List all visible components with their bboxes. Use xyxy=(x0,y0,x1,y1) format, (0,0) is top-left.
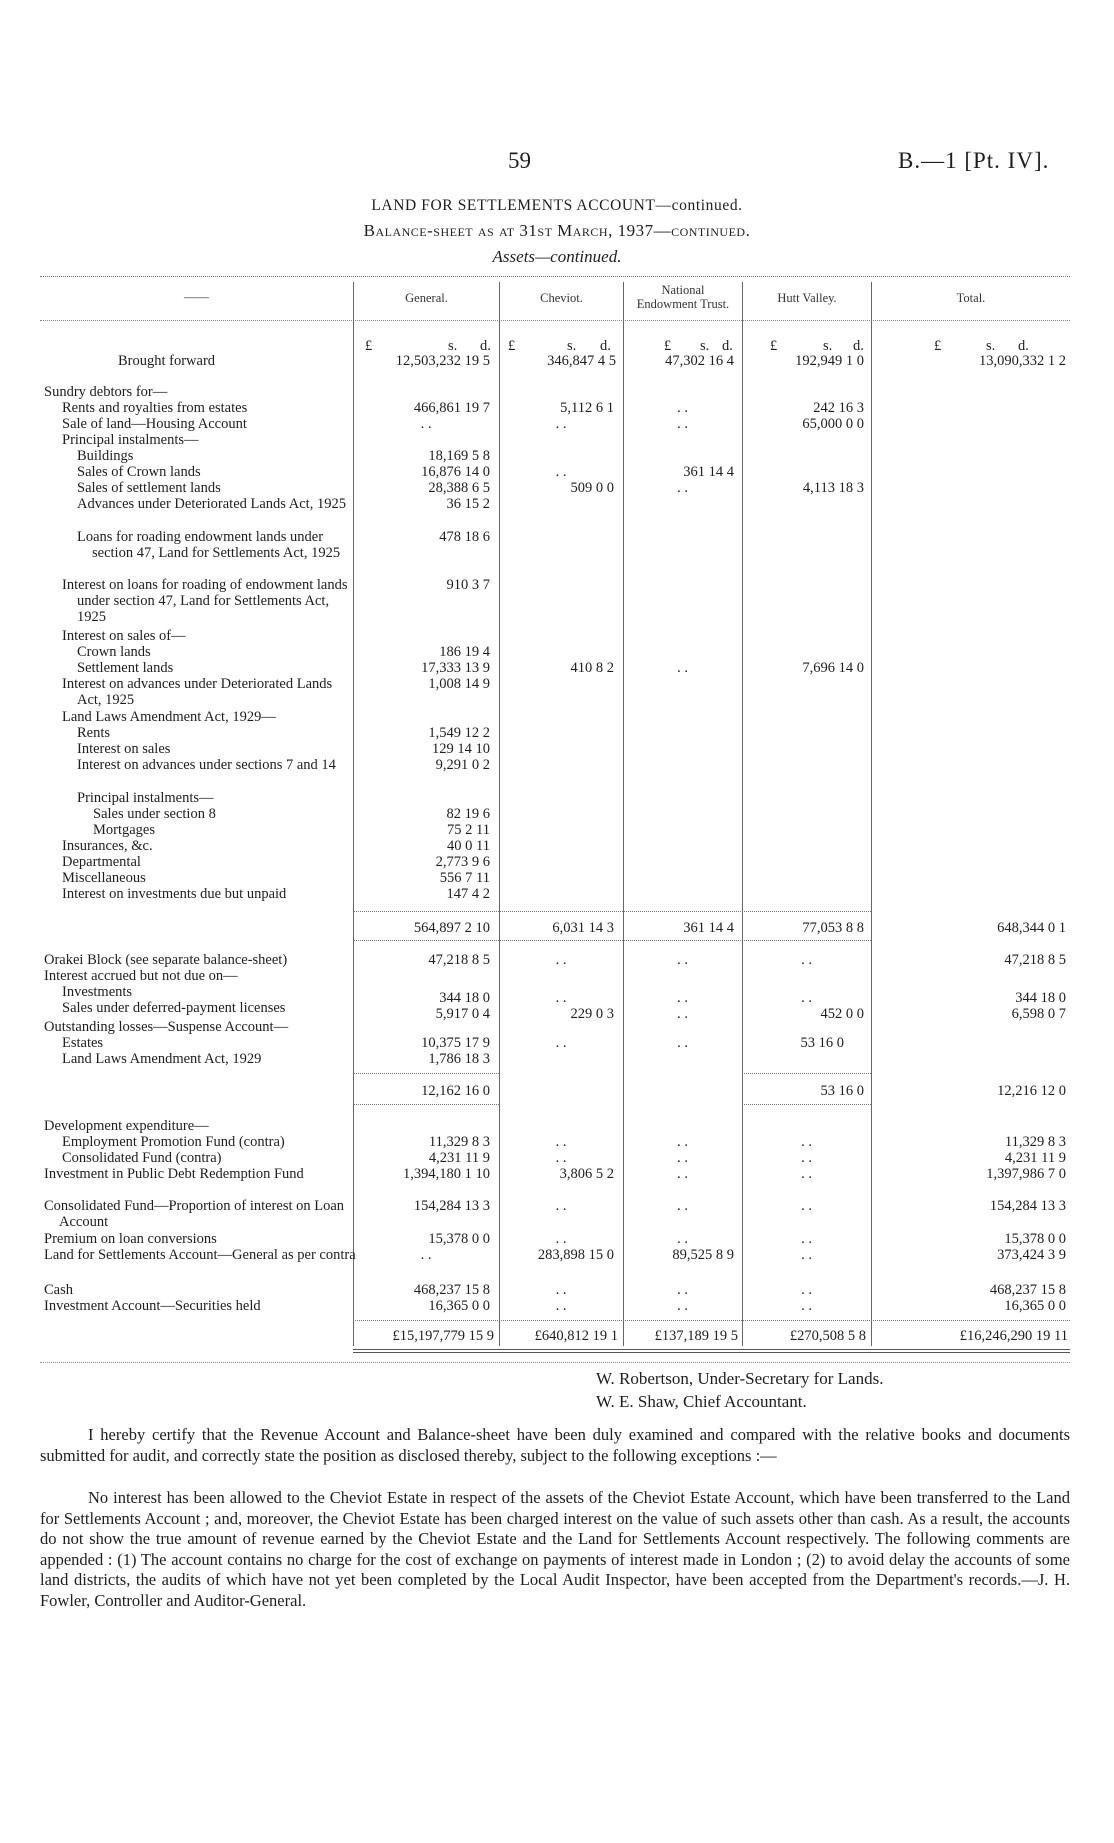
cell-total: 344 18 0 xyxy=(1015,990,1066,1006)
cell-total: 468,237 15 8 xyxy=(989,1282,1066,1298)
cell-general: 17,333 13 9 xyxy=(421,660,490,676)
subtotal-national-endowment: 361 14 4 xyxy=(683,920,734,936)
cell-hutt-valley: . . xyxy=(801,1282,812,1298)
cell-national-endowment: . . xyxy=(677,1134,688,1150)
cell-cheviot: . . xyxy=(555,990,567,1006)
header-bottom-rule xyxy=(40,320,1070,321)
row-label-development-expenditure: Development expenditure— xyxy=(44,1118,209,1134)
cell-cheviot: . . xyxy=(555,1134,567,1150)
cell-cheviot: . . xyxy=(555,464,567,480)
cell-national-endowment: . . xyxy=(677,660,688,676)
row-label-consolidated-contra: Consolidated Fund (contra) xyxy=(62,1150,222,1166)
table-bottom-rule xyxy=(40,1362,1070,1363)
cell-general: 910 3 7 xyxy=(446,577,490,593)
row-label-orakei-block: Orakei Block (see separate balance-sheet) xyxy=(44,952,288,968)
pence-heading: d. xyxy=(600,338,611,354)
cell-general: 344 18 0 xyxy=(439,990,490,1006)
row-label-brought-forward: Brought forward xyxy=(118,353,216,369)
pound-heading: £ xyxy=(934,338,942,354)
audit-certificate-paragraph: I hereby certify that the Revenue Account and Balance-sheet have been duly examined and compared with the relative books and documents submitted for audit, and correctly state the position as disclosed thereby, subject to the following exceptions :— xyxy=(40,1425,1070,1465)
cell-general: 1,786 18 3 xyxy=(428,1051,490,1067)
row-label-llaa-principal: Principal instalments— xyxy=(77,790,214,806)
pence-heading: d. xyxy=(722,338,733,354)
row-label-acc-investments: Investments xyxy=(62,984,133,1000)
col-header-national-endowment: National Endowment Trust. xyxy=(636,283,730,311)
col-divider-2 xyxy=(499,282,500,1346)
subtotal-general: 12,162 16 0 xyxy=(421,1083,490,1099)
shilling-heading: s. xyxy=(448,338,458,354)
cell-national-endowment: . . xyxy=(677,480,688,496)
grand-total-double-rule xyxy=(353,1352,1070,1353)
row-label-insurances: Insurances, &c. xyxy=(62,838,153,854)
cell-hutt-valley: . . xyxy=(801,990,812,1006)
cell-general: 16,876 14 0 xyxy=(421,464,490,480)
row-label-llaa-interest-advances: Interest on advances under sections 7 and 14 xyxy=(77,757,336,773)
row-label-llaa-losses: Land Laws Amendment Act, 1929 xyxy=(62,1051,262,1067)
cell-general: . . xyxy=(420,416,432,432)
cell-hutt-valley: . . xyxy=(801,1134,812,1150)
pence-heading: d. xyxy=(480,338,491,354)
cell-general: 18,169 5 8 xyxy=(428,448,490,464)
pence-heading: d. xyxy=(853,338,864,354)
cell-total: 154,284 13 3 xyxy=(989,1198,1066,1214)
shilling-heading: s. xyxy=(823,338,833,354)
grand-total-double-rule xyxy=(353,1349,1070,1350)
subtotal-rule xyxy=(742,1073,871,1074)
cell-total: 11,329 8 3 xyxy=(1004,1134,1066,1150)
cell-national-endowment: . . xyxy=(677,952,688,968)
row-label-premium-loan-conversions: Premium on loan conversions xyxy=(44,1231,217,1247)
cell-general: 10,375 17 9 xyxy=(421,1035,490,1051)
col-header-total: Total. xyxy=(956,291,986,305)
cell-cheviot: . . xyxy=(555,1150,567,1166)
cell-cheviot: . . xyxy=(555,1231,567,1247)
row-label-investment-public-debt: Investment in Public Debt Redemption Fund xyxy=(44,1166,304,1182)
cell-cheviot: . . xyxy=(555,1282,567,1298)
row-label-sales-section-8: Sales under section 8 xyxy=(93,806,216,822)
cell-cheviot: 509 0 0 xyxy=(570,480,614,496)
subtotal-hutt-valley: 77,053 8 8 xyxy=(802,920,864,936)
grand-total-rule xyxy=(353,1320,1070,1321)
grand-total-total: £16,246,290 19 11 xyxy=(959,1328,1068,1344)
cell-general: 2,773 9 6 xyxy=(435,854,490,870)
cell-general: 11,329 8 3 xyxy=(428,1134,490,1150)
cell-general: 28,388 6 5 xyxy=(428,480,490,496)
pound-heading: £ xyxy=(508,338,516,354)
cell-national-endowment: . . xyxy=(677,990,688,1006)
cell-hutt-valley: . . xyxy=(801,1298,812,1314)
shilling-heading: s. xyxy=(700,338,710,354)
col-header-general: General. xyxy=(405,291,448,305)
cell-hutt-valley: 4,113 18 3 xyxy=(802,480,864,496)
cell-general: 40 0 11 xyxy=(447,838,490,854)
row-label-int-crown-lands: Crown lands xyxy=(77,644,151,660)
cell-general: 468,237 15 8 xyxy=(413,1282,490,1298)
cell-total: 1,397,986 7 0 xyxy=(986,1166,1066,1182)
subtotal-total: 12,216 12 0 xyxy=(997,1083,1066,1099)
pound-heading: £ xyxy=(770,338,778,354)
cell-general: 36 15 2 xyxy=(446,496,490,512)
cell-general: 4,231 11 9 xyxy=(428,1150,490,1166)
pence-heading: d. xyxy=(1018,338,1029,354)
grand-total-general: £15,197,779 15 9 xyxy=(392,1328,494,1344)
cell-national-endowment: 89,525 8 9 xyxy=(672,1247,734,1263)
cell-cheviot: 410 8 2 xyxy=(570,660,614,676)
row-label-employment-promotion: Employment Promotion Fund (contra) xyxy=(62,1134,285,1150)
cell-hutt-valley: . . xyxy=(801,1150,812,1166)
row-label-int-adv-deteriorated: Interest on advances under Deteriorated Lands Act, 1925 xyxy=(62,676,333,708)
row-label-loans-roading: Loans for roading endowment lands under section 47, Land for Settlements Act, 1925 xyxy=(77,529,341,561)
cell-hutt-valley: 7,696 14 0 xyxy=(802,660,864,676)
subtotal-rule xyxy=(353,1104,499,1105)
document-reference: B.—1 [Pt. IV]. xyxy=(898,148,1050,173)
subtotal-cheviot: 6,031 14 3 xyxy=(552,920,614,936)
row-label-rents-royalties: Rents and royalties from estates xyxy=(62,400,248,416)
col-divider-5 xyxy=(871,282,872,1346)
cell-total: 15,378 0 0 xyxy=(1004,1231,1066,1247)
cell-national-endowment: . . xyxy=(677,1282,688,1298)
cell-hutt-valley: 65,000 0 0 xyxy=(802,416,864,432)
cell-cheviot: . . xyxy=(555,416,567,432)
cell-hutt-valley: 242 16 3 xyxy=(813,400,864,416)
shilling-heading: s. xyxy=(986,338,996,354)
cell-cheviot: . . xyxy=(555,1298,567,1314)
cell-general: 466,861 19 7 xyxy=(413,400,490,416)
cell-national-endowment: . . xyxy=(677,416,688,432)
cell-cheviot: . . xyxy=(555,1035,567,1051)
row-label-interest-investments-unpaid: Interest on investments due but unpaid xyxy=(62,886,287,902)
col-divider-4 xyxy=(742,282,743,1346)
pound-heading: £ xyxy=(664,338,672,354)
subtotal-rule xyxy=(742,1104,871,1105)
cell-general: 9,291 0 2 xyxy=(435,757,490,773)
row-label-outstanding-losses: Outstanding losses—Suspense Account— xyxy=(44,1019,289,1035)
row-label-estates: Estates xyxy=(62,1035,104,1051)
cell-hutt-valley: . . xyxy=(801,1247,812,1263)
row-label-cash: Cash xyxy=(44,1282,73,1298)
balance-sheet-subtitle: Balance-sheet as at 31st March, 1937—continued. xyxy=(363,221,751,240)
row-label-land-laws-amendment: Land Laws Amendment Act, 1929— xyxy=(62,709,276,725)
cell-general: 129 14 10 xyxy=(432,741,490,757)
cell-general: 147 4 2 xyxy=(446,886,490,902)
cell-hutt-valley: . . xyxy=(801,1166,812,1182)
grand-total-hutt-valley: £270,508 5 8 xyxy=(789,1328,866,1344)
row-label-deferred-payment: Sales under deferred-payment licenses xyxy=(62,1000,286,1016)
subtotal-rule xyxy=(353,940,871,941)
grand-total-national-endowment: £137,189 19 5 xyxy=(654,1328,738,1344)
cell-total: 373,424 3 9 xyxy=(997,1247,1066,1263)
subtotal-rule xyxy=(353,911,871,912)
row-label-sundry-debtors: Sundry debtors for— xyxy=(44,384,168,400)
row-label-int-settlement-lands: Settlement lands xyxy=(77,660,174,676)
row-label-llaa-rents: Rents xyxy=(77,725,111,741)
grand-total-cheviot: £640,812 19 1 xyxy=(534,1328,618,1344)
signature-under-secretary: W. Robertson, Under-Secretary for Lands. xyxy=(596,1369,884,1388)
cell-total: 13,090,332 1 2 xyxy=(979,353,1066,369)
cell-hutt-valley: . . xyxy=(801,1231,812,1247)
row-label-sales-crown-lands: Sales of Crown lands xyxy=(77,464,201,480)
cell-total: 4,231 11 9 xyxy=(1004,1150,1066,1166)
audit-exceptions-paragraph: No interest has been allowed to the Cheviot Estate in respect of the assets of the Cheviot Estate Account, which have been transferred to the Land for Settlements Account ; and, moreover, the Cheviot Estate has been charged interest on the value of such assets other than cash. As a result, the accounts do not show the true amount of revenue earned by the Cheviot Estate and the Land for Settlements Account respectively. The following comments are appended : (1) The account contains no charge for the cost of exchange on payments of interest made in London ; (2) to avoid delay the accounts of some land districts, the audits of which have not yet been completed by the Local Audit Inspector, have been accepted from the Department's records.—J. H. Fowler, Controller and Auditor-General. xyxy=(40,1488,1070,1610)
row-label-consolidated-proportion: Consolidated Fund—Proportion of interest on Loan Account xyxy=(44,1198,345,1230)
cell-hutt-valley: . . xyxy=(801,1198,812,1214)
cell-general: 154,284 13 3 xyxy=(413,1198,490,1214)
cell-general: 47,218 8 5 xyxy=(428,952,490,968)
col-header-hutt-valley: Hutt Valley. xyxy=(777,291,837,305)
cell-general: 5,917 0 4 xyxy=(435,1006,490,1022)
cell-cheviot: . . xyxy=(555,952,567,968)
cell-general: 82 19 6 xyxy=(446,806,490,822)
cell-general: 15,378 0 0 xyxy=(428,1231,490,1247)
cell-national-endowment: . . xyxy=(677,1231,688,1247)
row-label-llaa-interest-sales: Interest on sales xyxy=(77,741,171,757)
cell-general: 16,365 0 0 xyxy=(428,1298,490,1314)
cell-total: 47,218 8 5 xyxy=(1004,952,1066,968)
cell-general: 478 18 6 xyxy=(439,529,490,545)
shilling-heading: s. xyxy=(567,338,577,354)
col-header-cheviot: Cheviot. xyxy=(540,291,583,305)
cell-hutt-valley: 53 16 0 xyxy=(800,1035,844,1051)
row-label-advances-deteriorated: Advances under Deteriorated Lands Act, 1925 xyxy=(77,496,346,512)
cell-total: 16,365 0 0 xyxy=(1004,1298,1066,1314)
row-label-interest-on-sales-of: Interest on sales of— xyxy=(62,628,186,644)
subtotal-general: 564,897 2 10 xyxy=(413,920,490,936)
table-top-rule xyxy=(40,276,1070,277)
cell-national-endowment: . . xyxy=(677,1298,688,1314)
row-label-miscellaneous: Miscellaneous xyxy=(62,870,146,886)
signature-chief-accountant: W. E. Shaw, Chief Accountant. xyxy=(596,1392,807,1411)
section-title: Assets—continued. xyxy=(492,247,622,266)
cell-general: 1,549 12 2 xyxy=(428,725,490,741)
cell-national-endowment: . . xyxy=(677,1006,688,1022)
row-label-sale-of-land: Sale of land—Housing Account xyxy=(62,416,247,432)
cell-general: 75 2 11 xyxy=(447,822,490,838)
row-label-principal-instalments: Principal instalments— xyxy=(62,432,199,448)
row-label-sales-settlement-lands: Sales of settlement lands xyxy=(77,480,221,496)
cell-general: 12,503,232 19 5 xyxy=(395,353,490,369)
cell-national-endowment: . . xyxy=(677,1198,688,1214)
cell-cheviot: 346,847 4 5 xyxy=(547,353,616,369)
row-label-interest-loans-roading: Interest on loans for roading of endowment lands under section 47, Land for Settlements Act, 1925 xyxy=(62,577,348,625)
subtotal-rule xyxy=(353,1073,499,1074)
cell-cheviot: 5,112 6 1 xyxy=(560,400,614,416)
cell-cheviot: 3,806 5 2 xyxy=(559,1166,614,1182)
cell-cheviot: . . xyxy=(555,1198,567,1214)
cell-hutt-valley: 452 0 0 xyxy=(820,1006,864,1022)
cell-general: 186 19 4 xyxy=(439,644,490,660)
cell-cheviot: 283,898 15 0 xyxy=(537,1247,614,1263)
col-divider-3 xyxy=(623,282,624,1346)
page-number: 59 xyxy=(508,148,531,173)
subtotal-total: 648,344 0 1 xyxy=(997,920,1066,936)
cell-cheviot: 229 0 3 xyxy=(570,1006,614,1022)
cell-national-endowment: 361 14 4 xyxy=(683,464,734,480)
cell-general: . . xyxy=(420,1247,432,1263)
cell-hutt-valley: 192,949 1 0 xyxy=(795,353,864,369)
row-label-buildings: Buildings xyxy=(77,448,134,464)
cell-total: 6,598 0 7 xyxy=(1011,1006,1066,1022)
row-label-lfs-general: Land for Settlements Account—General as per contra xyxy=(44,1247,356,1263)
cell-hutt-valley: . . xyxy=(801,952,812,968)
col-header-blank: —— xyxy=(184,290,209,304)
cell-national-endowment: . . xyxy=(677,1035,688,1051)
cell-national-endowment: . . xyxy=(677,400,688,416)
row-label-interest-accrued: Interest accrued but not due on— xyxy=(44,968,238,984)
cell-national-endowment: . . xyxy=(677,1150,688,1166)
cell-general: 556 7 11 xyxy=(439,870,490,886)
cell-general: 1,394,180 1 10 xyxy=(403,1166,490,1182)
cell-national-endowment: 47,302 16 4 xyxy=(665,353,734,369)
row-label-mortgages: Mortgages xyxy=(93,822,156,838)
account-title: LAND FOR SETTLEMENTS ACCOUNT—continued. xyxy=(371,197,743,214)
row-label-investment-account: Investment Account—Securities held xyxy=(44,1298,261,1314)
cell-national-endowment: . . xyxy=(677,1166,688,1182)
row-label-departmental: Departmental xyxy=(62,854,141,870)
subtotal-hutt-valley: 53 16 0 xyxy=(820,1083,864,1099)
cell-general: 1,008 14 9 xyxy=(428,676,490,692)
pound-heading: £ xyxy=(365,338,373,354)
